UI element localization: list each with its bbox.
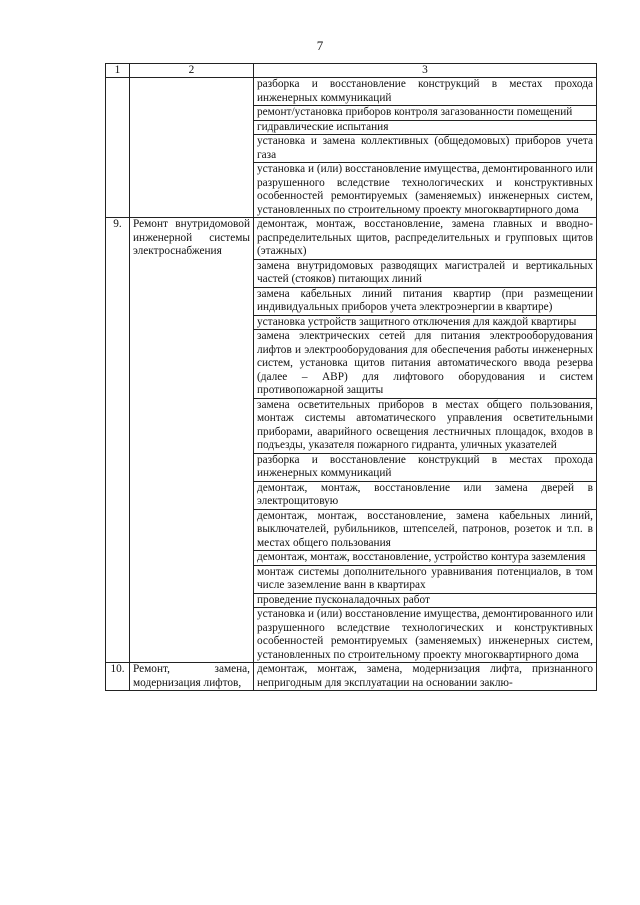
work-item: гидравлические испытания: [254, 120, 597, 135]
table-row: [106, 663, 597, 691]
system-name: [130, 78, 254, 218]
table-row: [106, 78, 597, 106]
work-item: замена электрических сетей для питания электрооборудования лифтов и электрооборудования для обеспечения работы инженерных систем, установка щитов питания автоматического ввода резерва (далее – АВР) для лифтового оборудования и систем противопожарной защиты: [254, 330, 597, 399]
header-col-1: 1: [106, 64, 130, 78]
table-row: [106, 218, 597, 260]
work-item: демонтаж, монтаж, восстановление, замена главных и вводно-распределительных щитов, распределительных и групповых щитов (этажных): [254, 218, 597, 260]
work-item: установка и замена коллективных (общедомовых) приборов учета газа: [254, 135, 597, 163]
works-table: [105, 63, 597, 691]
work-item: демонтаж, монтаж, замена, модернизация лифта, признанного непригодным для эксплуатации на основании заклю-: [254, 663, 597, 691]
work-item: замена кабельных линий питания квартир (при размещении индивидуальных приборов учета электроэнергии в квартире): [254, 287, 597, 315]
system-name: Ремонт, замена, модернизация лифтов,: [130, 663, 254, 691]
work-item: монтаж системы дополнительного уравнивания потенциалов, в том числе заземление ванн в квартирах: [254, 565, 597, 593]
header-col-3: 3: [254, 64, 597, 78]
table-header-row: [106, 64, 597, 78]
work-item: установка и (или) восстановление имущества, демонтированного или разрушенного вследствие технологических и конструктивных особенностей ремонтируемых (заменяемых) инженерных систем, установленных по строительному проекту многоквартирного дома: [254, 163, 597, 218]
work-item: разборка и восстановление конструкций в местах прохода инженерных коммуникаций: [254, 453, 597, 481]
work-item: демонтаж, монтаж, восстановление, замена кабельных линий, выключателей, рубильников, штепселей, патронов, розеток и т.п. в местах общего пользования: [254, 509, 597, 551]
work-item: замена осветительных приборов в местах общего пользования, монтаж системы автоматического управления осветительными приборами, аварийного освещения лестничных площадок, входов в подъезды, указателя пожарного гидранта, уличных указателей: [254, 398, 597, 453]
work-item: демонтаж, монтаж, восстановление, устройство контура заземления: [254, 551, 597, 566]
work-item: проведение пусконаладочных работ: [254, 593, 597, 608]
work-item: ремонт/установка приборов контроля загазованности помещений: [254, 106, 597, 121]
page-number: 7: [316, 38, 324, 53]
work-item: замена внутридомовых разводящих магистралей и вертикальных частей (стояков) питающих линий: [254, 259, 597, 287]
row-number: 9.: [106, 218, 130, 663]
work-item: установка и (или) восстановление имущества, демонтированного или разрушенного вследствие технологических и конструктивных особенностей ремонтируемых (заменяемых) инженерных систем, установленных по строительному проекту многоквартирного дома: [254, 608, 597, 663]
row-number: [106, 78, 130, 218]
system-name: Ремонт внутридомовой инженерной системы электроснабжения: [130, 218, 254, 663]
work-item: демонтаж, монтаж, восстановление или замена дверей в электрощитовую: [254, 481, 597, 509]
work-item: разборка и восстановление конструкций в местах прохода инженерных коммуникаций: [254, 78, 597, 106]
row-number: 10.: [106, 663, 130, 691]
header-col-2: 2: [130, 64, 254, 78]
work-item: установка устройств защитного отключения для каждой квартиры: [254, 315, 597, 330]
